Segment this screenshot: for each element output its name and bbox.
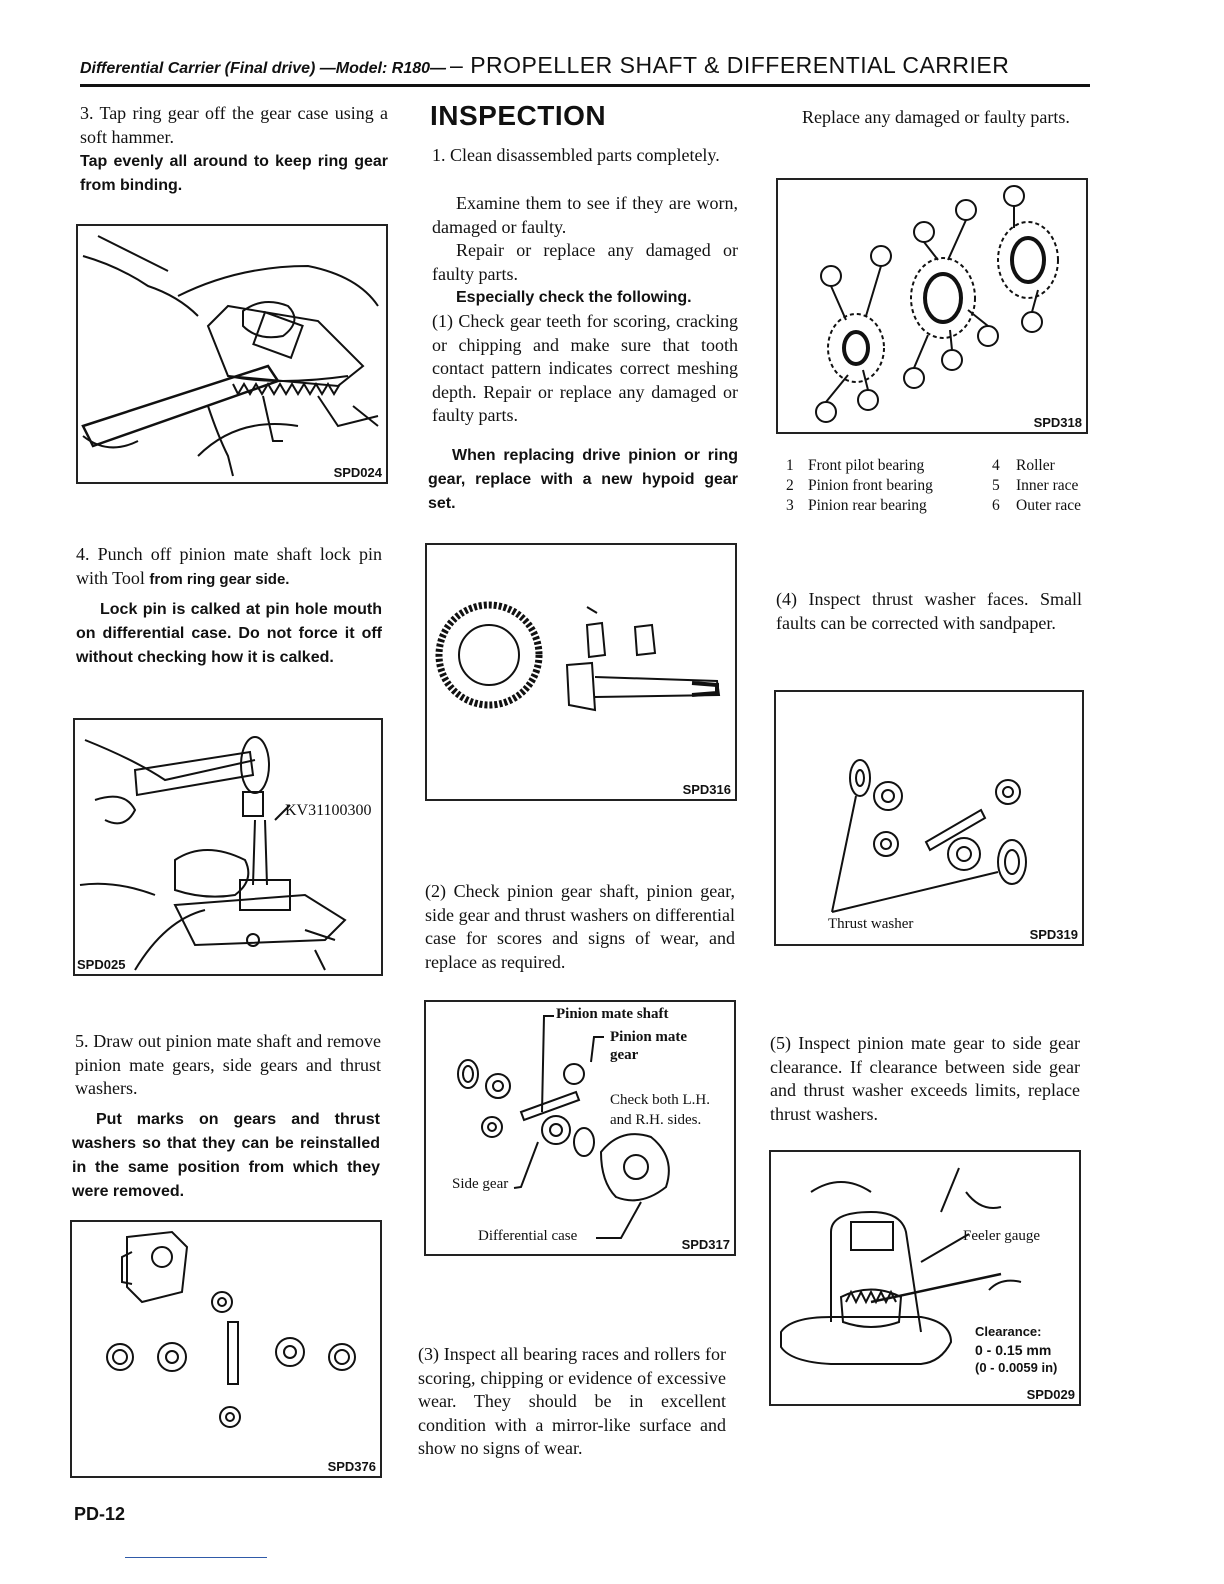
- gear-set-illustration: [427, 545, 735, 799]
- clearance-in: (0 - 0.0059 in): [975, 1360, 1058, 1375]
- label-pinion-mate-gear: Pinion mate gear: [610, 1029, 688, 1063]
- replace-parts-text: Replace any damaged or faulty parts.: [802, 107, 1070, 127]
- legend-label: Pinion front bearing: [808, 477, 933, 494]
- label-side-gear: Side gear: [452, 1176, 509, 1192]
- figure-disassembled-gears: [70, 1220, 382, 1478]
- figure-feeler-gauge: [769, 1150, 1081, 1406]
- figure-code: SPD025: [77, 957, 126, 972]
- step4-note: Lock pin is calked at pin hole mouth on differential case. Do not force it off without checking how it is calked.: [76, 601, 382, 666]
- figure-differential-case-parts: [424, 1000, 736, 1256]
- label-differential-case: Differential case: [478, 1228, 578, 1244]
- step4-text: [76, 543, 382, 592]
- page-header: [80, 52, 1090, 87]
- bearings-illustration: [778, 180, 1086, 432]
- step5-text: 5. Draw out pinion mate shaft and remove pinion mate gears, side gears and thrust washers.: [75, 1031, 381, 1098]
- figure-code: SPD317: [681, 1237, 730, 1252]
- figure-bearings: [776, 178, 1088, 434]
- thrust-washer-text: (4) Inspect thrust washer faces. Small faults can be corrected with sandpaper.: [776, 589, 1082, 633]
- label-thrust-washer: Thrust washer: [828, 916, 914, 932]
- figure-ring-gear-tap: [76, 224, 388, 484]
- step5-note: Put marks on gears and thrust washers so that they can be reinstalled in the same position from which they were removed.: [72, 1111, 380, 1200]
- legend-row: [786, 496, 1085, 516]
- footer-rule: [125, 1557, 267, 1558]
- clearance-title: Clearance:: [975, 1324, 1042, 1339]
- figure-code: SPD318: [1033, 415, 1082, 430]
- legend-num: 4: [992, 457, 1000, 474]
- legend-row: [786, 456, 1085, 476]
- inspection-p3: Repair or replace any damaged or faulty parts.: [432, 240, 738, 284]
- legend-label: Roller: [1016, 457, 1055, 474]
- bearing-legend: [786, 456, 1085, 516]
- figure-code: SPD024: [333, 465, 382, 480]
- legend-row: [786, 476, 1085, 496]
- figure-code: SPD316: [682, 782, 731, 797]
- inspection-p7: (3) Inspect all bearing races and rollers for scoring, chipping or evidence of excessive wear. They should be in excellent condition with a mirror-like surface and show no signs of wear.: [418, 1344, 726, 1458]
- legend-label: Outer race: [1016, 497, 1081, 514]
- legend-num: 6: [992, 497, 1000, 514]
- header-subtitle: Differential Carrier (Final drive) —Model: R180—: [80, 60, 447, 77]
- punch-tool-illustration: [75, 720, 381, 974]
- gears-layout-illustration: [72, 1222, 380, 1476]
- legend-label: Pinion rear bearing: [808, 497, 927, 514]
- legend-num: 1: [786, 457, 794, 474]
- thrust-washer-illustration: [776, 692, 1082, 944]
- label-feeler-gauge: Feeler gauge: [963, 1228, 1041, 1244]
- figure-code: SPD319: [1029, 927, 1078, 942]
- inspection-title: INSPECTION: [430, 100, 607, 131]
- legend-label: Front pilot bearing: [808, 457, 925, 474]
- figure-code: SPD376: [327, 1459, 376, 1474]
- hammer-tapping-illustration: [78, 226, 386, 482]
- inspection-p5: (1) Check gear teeth for scoring, cracking or chipping and make sure that tooth contact pattern indicates correct meshing depth. Repair or replace any damaged or faulty parts.: [432, 311, 738, 425]
- legend-num: 5: [992, 477, 1000, 494]
- inspection-p4: Especially check the following.: [456, 289, 692, 306]
- step3-note: Tap evenly all around to keep ring gear from binding.: [80, 153, 388, 194]
- figure-hypoid-gear-set: [425, 543, 737, 801]
- clearance-inspect-text: (5) Inspect pinion mate gear to side gear clearance. If clearance between side gear and thrust washer exceeds limits, replace thrust washers.: [770, 1033, 1080, 1124]
- legend-label: Inner race: [1016, 477, 1079, 494]
- label-check-both-sides: Check both L.H. and R.H. sides.: [610, 1092, 710, 1128]
- inspection-p6: (2) Check pinion gear shaft, pinion gear, side gear and thrust washers on differential case for scores and signs of wear, and replace as required.: [425, 881, 735, 972]
- header-title: – PROPELLER SHAFT & DIFFERENTIAL CARRIER: [450, 52, 1010, 78]
- inspection-p1: 1. Clean disassembled parts completely.: [432, 145, 720, 165]
- tool-number-label: KV31100300: [285, 802, 372, 819]
- step4-bold: from ring gear side.: [149, 570, 290, 588]
- page-number: PD-12: [74, 1504, 126, 1524]
- clearance-mm: 0 - 0.15 mm: [975, 1342, 1052, 1358]
- inspection-p2: Examine them to see if they are worn, damaged or faulty.: [432, 193, 738, 237]
- step3-text: 3. Tap ring gear off the gear case using a soft hammer.: [80, 103, 388, 147]
- figure-lock-pin-punch: [73, 718, 383, 976]
- inspection-note: When replacing drive pinion or ring gear, replace with a new hypoid gear set.: [428, 447, 738, 512]
- figure-code: SPD029: [1026, 1387, 1075, 1402]
- legend-num: 2: [786, 477, 794, 494]
- legend-num: 3: [786, 497, 794, 514]
- label-pinion-mate-shaft: Pinion mate shaft: [556, 1006, 669, 1022]
- step4-main: 4. Punch off pinion mate shaft lock pin with Tool: [76, 544, 382, 588]
- figure-thrust-washers: [774, 690, 1084, 946]
